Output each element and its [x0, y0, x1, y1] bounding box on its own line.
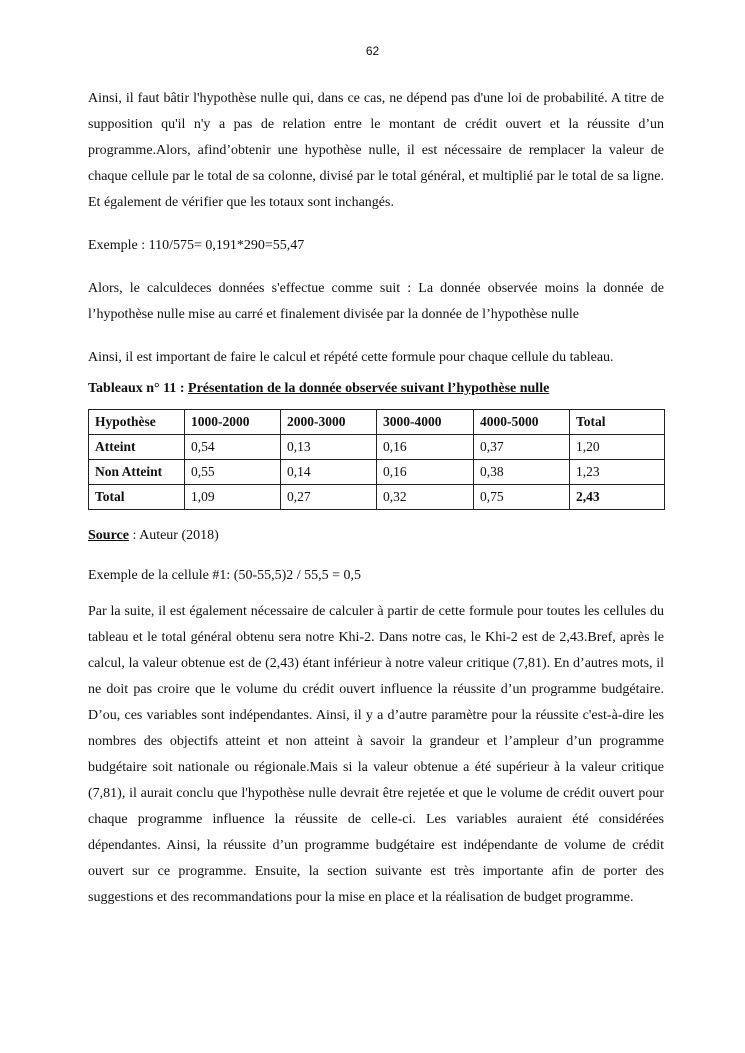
table-header-cell: 1000-2000: [185, 410, 281, 435]
table-caption: [88, 379, 664, 399]
paragraph-null-hypothesis: Ainsi, il faut bâtir l'hypothèse nulle qui, dans ce cas, ne dépend pas d'une loi de probabilité. A titre de supposition qu'il n'y a pas de relation entre le montant de crédit ouvert et la réussite d’un programme.Alors, afind’obtenir une hypothèse nulle, il est nécessaire de remplacer la valeur de chaque cellule par le total de sa colonne, divisé par le total général, et multiplié par le total de sa ligne. Et également de vérifier que les totaux sont inchangés.: [88, 91, 664, 210]
table-cell: 0,32: [377, 485, 474, 510]
table-caption-title: Présentation de la donnée observée suivant l’hypothèse nulle: [188, 381, 550, 396]
table-cell: 1,09: [185, 485, 281, 510]
source-label: Source: [88, 528, 129, 543]
table-row: [89, 460, 665, 485]
table-row-label: Non Atteint: [89, 460, 185, 485]
table-cell: 0,16: [377, 460, 474, 485]
table-source: [88, 526, 664, 546]
paragraph-repeat-formula: Ainsi, il est important de faire le calcul et répété cette formule pour chaque cellule du tableau.: [88, 350, 614, 365]
table-row: [89, 485, 665, 510]
table-cell: 0,37: [474, 435, 570, 460]
table-header-cell: 4000-5000: [474, 410, 570, 435]
table-cell: 0,55: [185, 460, 281, 485]
paragraph-khi2-conclusion: Par la suite, il est également nécessaire de calculer à partir de cette formule pour toutes les cellules du tableau et le total général obtenu sera notre Khi-2. Dans notre cas, le Khi-2 est de 2,43.Bref, après le calcul, la valeur obtenue est de (2,43) étant inférieur à notre valeur critique (7,81). En d’autres mots, il ne doit pas croire que le volume du crédit ouvert influence la réussite d’un programme budgétaire. D’ou, ces variables sont indépendantes. Ainsi, il y a d’autre paramètre pour la réussite c'est-à-dire les nombres des objectifs atteint et non atteint à savoir la grandeur et l’ampleur d’un programme budgétaire soit nationale ou régionale.Mais si la valeur obtenue a été supérieur à la valeur critique (7,81), il aurait conclu que l'hypothèse nulle devrait être rejetée et que le volume de crédit ouvert pour chaque programme influence la réussite de celle-ci. Les variables auraient été considérées dépendantes. Ainsi, la réussite d’un programme budgétaire est indépendante de volume de crédit ouvert sur ce programme. Ensuite, la section suivante est très importante afin de porter des suggestions et des recommandations pour la mise en place et la réalisation de budget programme.: [88, 604, 664, 905]
table-cell: 0,13: [281, 435, 377, 460]
table-header-row: [89, 410, 665, 435]
source-text: : Auteur (2018): [128, 528, 219, 543]
document-body: [88, 86, 664, 911]
table-header-cell: 2000-3000: [281, 410, 377, 435]
table-caption-prefix: Tableaux n° 11 :: [88, 381, 189, 396]
paragraph-cell-example: Exemple de la cellule #1: (50-55,5)2 / 55,5 = 0,5: [88, 568, 362, 583]
table-header-cell: Hypothèse: [89, 410, 185, 435]
table-cell: 0,38: [474, 460, 570, 485]
table-cell: 1,20: [570, 435, 665, 460]
data-table: [88, 409, 665, 510]
paragraph-calculation-method: Alors, le calculdeces données s'effectue comme suit : La donnée observée moins la donnée de l’hypothèse nulle mise au carré et finalement divisée par la donnée de l’hypothèse nulle: [88, 281, 664, 322]
table-row: [89, 435, 665, 460]
table-cell-grand-total: 2,43: [570, 485, 665, 510]
table-row-label: Total: [89, 485, 185, 510]
table-cell: 0,75: [474, 485, 570, 510]
table-header-cell: 3000-4000: [377, 410, 474, 435]
table-cell: 0,16: [377, 435, 474, 460]
table-cell: 0,27: [281, 485, 377, 510]
table-row-label: Atteint: [89, 435, 185, 460]
table-cell: 0,14: [281, 460, 377, 485]
table-cell: 1,23: [570, 460, 665, 485]
table-header-cell: Total: [570, 410, 665, 435]
page-number: 62: [365, 44, 380, 58]
table-cell: 0,54: [185, 435, 281, 460]
paragraph-example-calculation: Exemple : 110/575= 0,191*290=55,47: [88, 238, 305, 253]
